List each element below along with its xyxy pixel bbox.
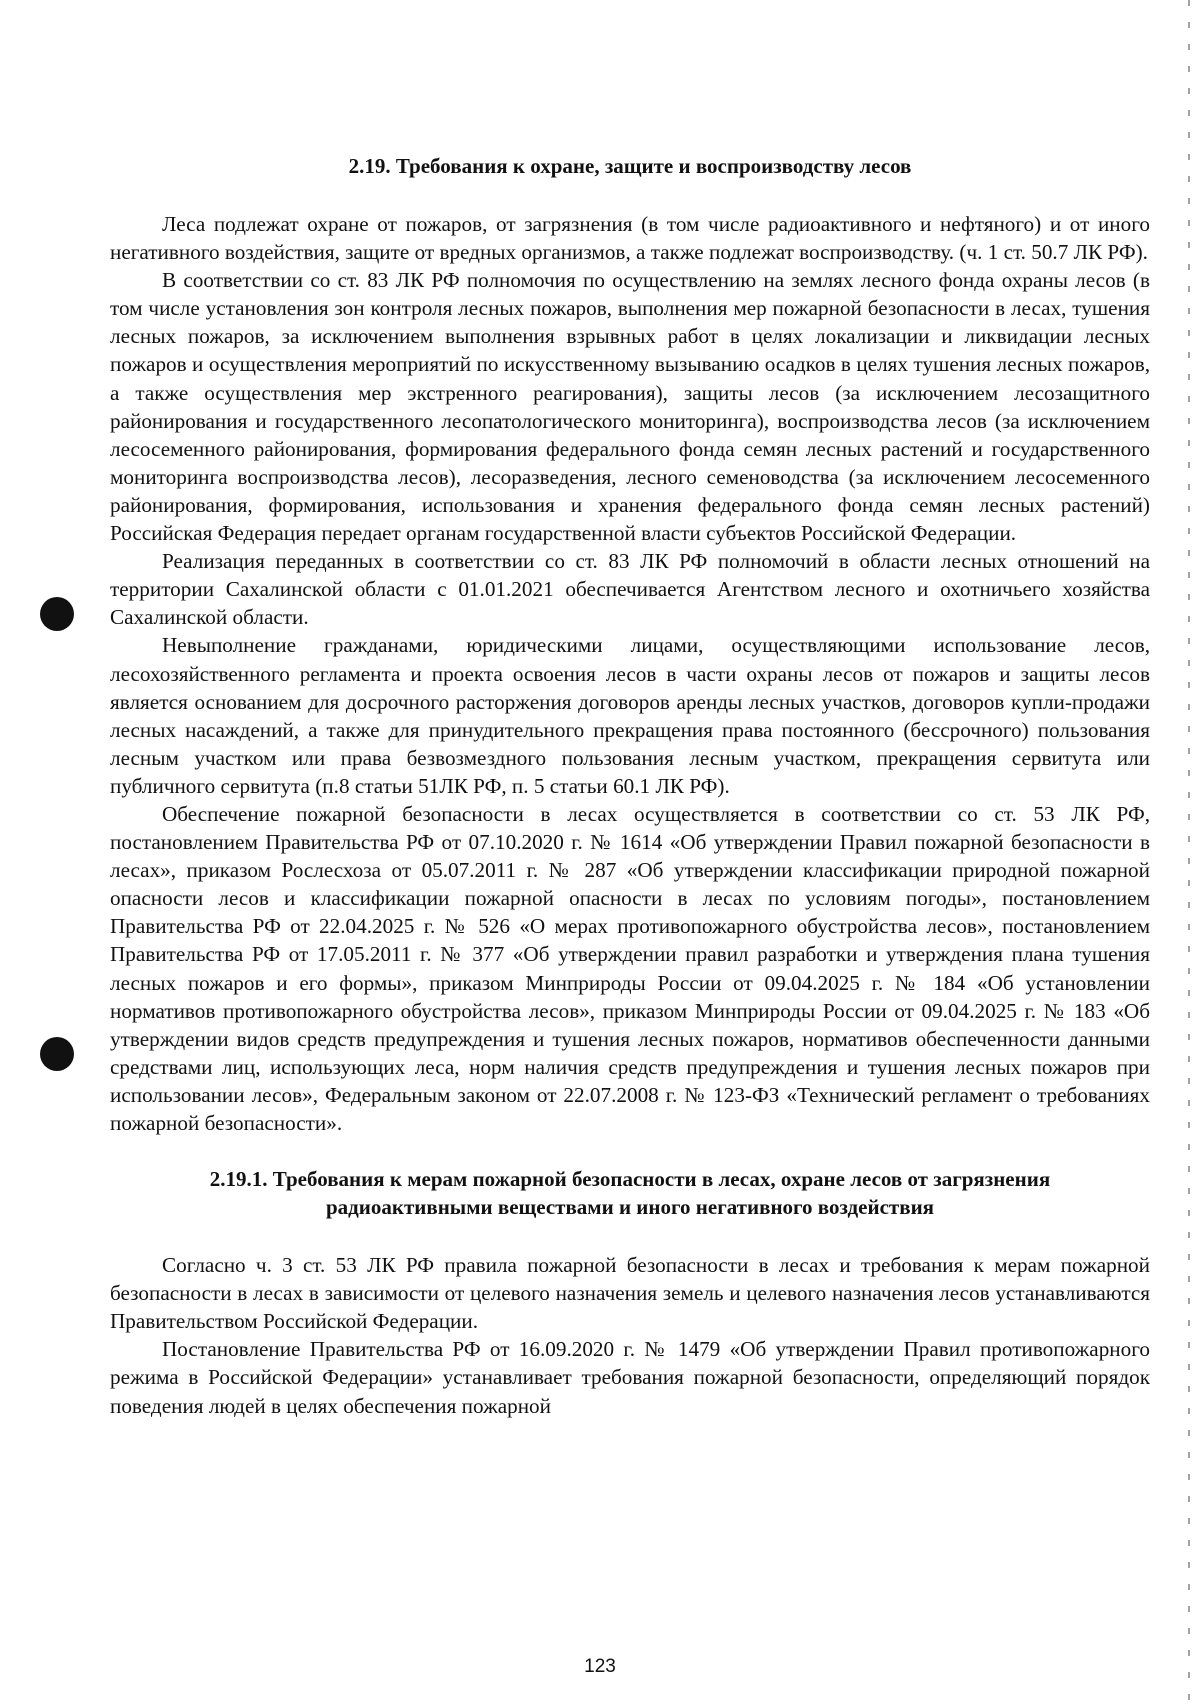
paragraph: Постановление Правительства РФ от 16.09.2020 г. № 1479 «Об утверждении Правил противопожарного режима в Российской Федерации» устанавливает требования пожарной безопасности, определяющий порядок поведения людей в целях обеспечения пожарной [110,1337,1150,1418]
paragraph: Обеспечение пожарной безопасности в лесах осуществляется в соответствии со ст. 53 ЛК РФ, постановлением Правительства РФ от 07.10.2020 г. № 1614 «Об утверждении Правил пожарной безопасности в лесах», приказом Рослесхоза от 05.07.2011 г. № 287 «Об утверждении классификации природной пожарной опасности лесов и классификации пожарной опасности в лесах по условиям погоды», постановлением Правительства РФ от 22.04.2025 г. № 526 «О мерах противопожарного обустройства лесов», постановлением Правительства РФ от 17.05.2011 г. № 377 «Об утверждении правил разработки и утверждения плана тушения лесных пожаров и его формы», приказом Минприроды России от 09.04.2025 г. № 184 «Об установлении нормативов противопожарного обустройства лесов», приказом Минприроды России от 09.04.2025 г. № 183 «Об утверждении видов средств предупреждения и тушения лесных пожаров, нормативов обеспеченности данными средствами лиц, использующих леса, норм наличия средств предупреждения и тушения лесных пожаров при использовании лесов», Федеральным законом от 22.07.2008 г. № 123-ФЗ «Технический регламент о требованиях пожарной безопасности». [110,801,1150,1135]
punch-hole [40,597,74,631]
paragraph: Невыполнение гражданами, юридическими лицами, осуществляющими использование лесов, лесохозяйственного регламента и проекта освоения лесов в части охраны лесов от пожаров и защиты лесов является основанием для досрочного расторжения договоров аренды лесных участков, договоров купли-продажи лесных насаждений, а также для принудительного прекращения права постоянного (бессрочного) пользования лесным участком или права безвозмездного пользования лесным участком, прекращения сервитута или публичного сервитута (п.8 статьи 51ЛК РФ, п. 5 статьи 60.1 ЛК РФ). [110,633,1150,798]
subsection-title: 2.19.1. Требования к мерам пожарной безопасности в лесах, охране лесов от загрязнения радиоактивными веществами и иного негативного воздействия [209,1167,1051,1220]
paragraph: Леса подлежат охране от пожаров, от загрязнения (в том числе радиоактивного и нефтяного) и от иного негативного воздействия, защите от вредных организмов, а также подлежат воспроизводству. (ч. 1 ст. 50.7 ЛК РФ). [110,212,1150,265]
section-title: 2.19. Требования к охране, защите и воспроизводству лесов [348,154,912,178]
page-number: 123 [584,1656,616,1677]
paragraph: В соответствии со ст. 83 ЛК РФ полномочия по осуществлению на землях лесного фонда охраны лесов (в том числе установления зон контроля лесных пожаров, выполнения мер пожарной безопасности в лесах, тушения лесных пожаров, за исключением выполнения взрывных работ в целях локализации и ликвидации лесных пожаров и осуществления мероприятий по искусственному вызыванию осадков в целях тушения лесных пожаров, а также осуществления мер экстренного реагирования), защиты лесов (за исключением лесозащитного районирования и государственного лесопатологического мониторинга), воспроизводства лесов (за исключением лесосеменного районирования, формирования федерального фонда семян лесных растений и государственного мониторинга воспроизводства лесов), лесоразведения, лесного семеноводства (за исключением лесосеменного районирования, формирования, использования и хранения федерального фонда семян лесных растений) Российская Федерация передает органам государственной власти субъектов Российской Федерации. [110,268,1150,546]
paragraph: Реализация переданных в соответствии со ст. 83 ЛК РФ полномочий в области лесных отношений на территории Сахалинской области с 01.01.2021 обеспечивается Агентством лесного и охотничьего хозяйства Сахалинской области. [110,549,1150,630]
scan-edge-marks [1188,0,1190,1707]
punch-hole [40,1037,74,1071]
document-body [110,152,1150,1420]
paragraph: Согласно ч. 3 ст. 53 ЛК РФ правила пожарной безопасности в лесах и требования к мерам пожарной безопасности в лесах в зависимости от целевого назначения земель и целевого назначения лесов устанавливаются Правительством Российской Федерации. [110,1253,1150,1334]
